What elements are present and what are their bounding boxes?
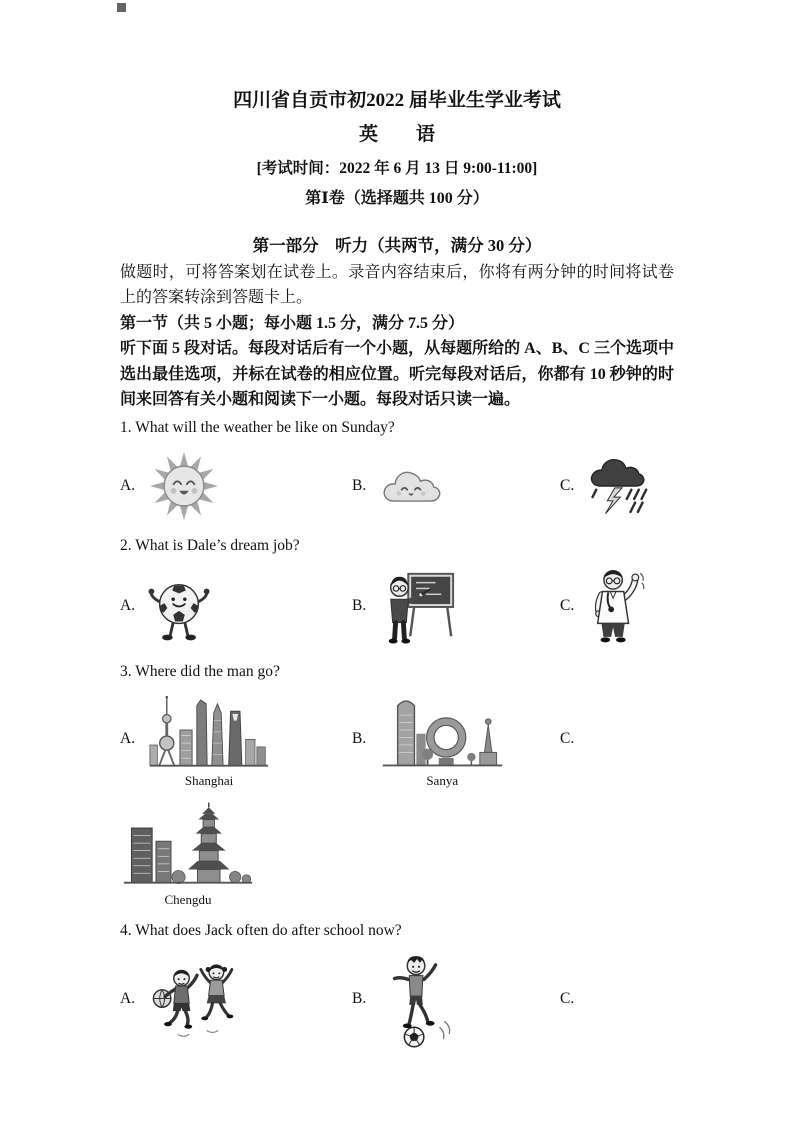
sanya-caption: Sanya — [426, 772, 459, 788]
question-3-option-a — [120, 690, 352, 789]
option-c-label: C. — [560, 990, 575, 1008]
option-c-label: C. — [560, 730, 575, 748]
section1-heading: 第一节（共 5 小题；每小题 1.5 分，满分 7.5 分） — [120, 314, 465, 332]
shanghai-skyline-icon — [148, 690, 270, 789]
option-c-label: C. — [560, 597, 575, 615]
question-2-option-a — [120, 567, 352, 645]
part1-heading: 第一部分 听力（共两节，满分 30 分） — [252, 236, 542, 255]
volume-heading: 第Ⅰ卷（选择题共 100 分） — [305, 190, 489, 207]
exam-title: 四川省自贡市初2022 届毕业生学业考试 — [233, 90, 561, 111]
exam-time: [考试时间：2022 年 6 月 13 日 9:00-11:00] — [256, 160, 538, 177]
chengdu-pagoda-icon — [122, 801, 254, 908]
option-b-label: B. — [352, 990, 367, 1008]
question-3-text: 3. Where did the man go? — [120, 663, 280, 681]
kids-playing-basketball-icon — [148, 953, 246, 1045]
question-1-option-b — [352, 463, 560, 509]
smiling-sun-icon — [148, 450, 220, 522]
chengdu-caption: Chengdu — [164, 892, 212, 908]
option-a-label: A. — [120, 597, 136, 615]
shanghai-caption: Shanghai — [184, 772, 234, 788]
question-1-text: 1. What will the weather be like on Sunday? — [120, 419, 395, 437]
question-2-options — [120, 563, 674, 649]
question-4-option-b — [352, 949, 560, 1049]
question-3-option-b — [352, 690, 560, 789]
option-a-label: A. — [120, 730, 136, 748]
storm-cloud-icon — [587, 452, 661, 520]
smiling-cloud-icon — [379, 463, 445, 509]
sanya-landmarks-icon — [379, 690, 505, 789]
option-a-label: A. — [120, 990, 136, 1008]
question-4-text: 4. What does Jack often do after school now? — [120, 922, 402, 940]
question-2-option-b — [352, 566, 560, 646]
teacher-blackboard-icon — [379, 566, 457, 646]
scan-artifact — [117, 3, 126, 12]
question-3-options — [120, 689, 674, 789]
soccer-ball-mascot-icon — [148, 567, 210, 645]
option-a-label: A. — [120, 477, 136, 495]
exam-subject: 英 语 — [358, 124, 435, 145]
boy-kicking-soccer-ball-icon — [379, 949, 457, 1049]
question-2-option-c — [560, 565, 674, 647]
option-b-label: B. — [352, 597, 367, 615]
doctor-icon — [587, 565, 645, 647]
question-4-option-c — [560, 990, 674, 1008]
question-3-option-c — [560, 730, 674, 748]
option-c-label: C. — [560, 477, 575, 495]
section1-instructions: 听下面 5 段对话。每段对话后有一个小题，从每题所给的 A、B、C 三个选项中选出最佳选项，并标在试卷的相应位置。听完每段对话后，你都有 10 秒钟的时间来回答有关小题和阅读下一小题。每段对话只读一遍。 — [120, 340, 674, 409]
option-b-label: B. — [352, 730, 367, 748]
option-b-label: B. — [352, 477, 367, 495]
question-1-options — [120, 449, 674, 523]
question-2-text: 2. What is Dale’s dream job? — [120, 537, 300, 555]
question-1-option-a — [120, 450, 352, 522]
question-4-option-a — [120, 953, 352, 1045]
listening-instructions: 做题时，可将答案划在试卷上。录音内容结束后，你将有两分钟的时间将试卷上的答案转涂到答题卡上。 — [120, 264, 674, 307]
question-4-options — [120, 949, 674, 1049]
question-1-option-c — [560, 452, 674, 520]
